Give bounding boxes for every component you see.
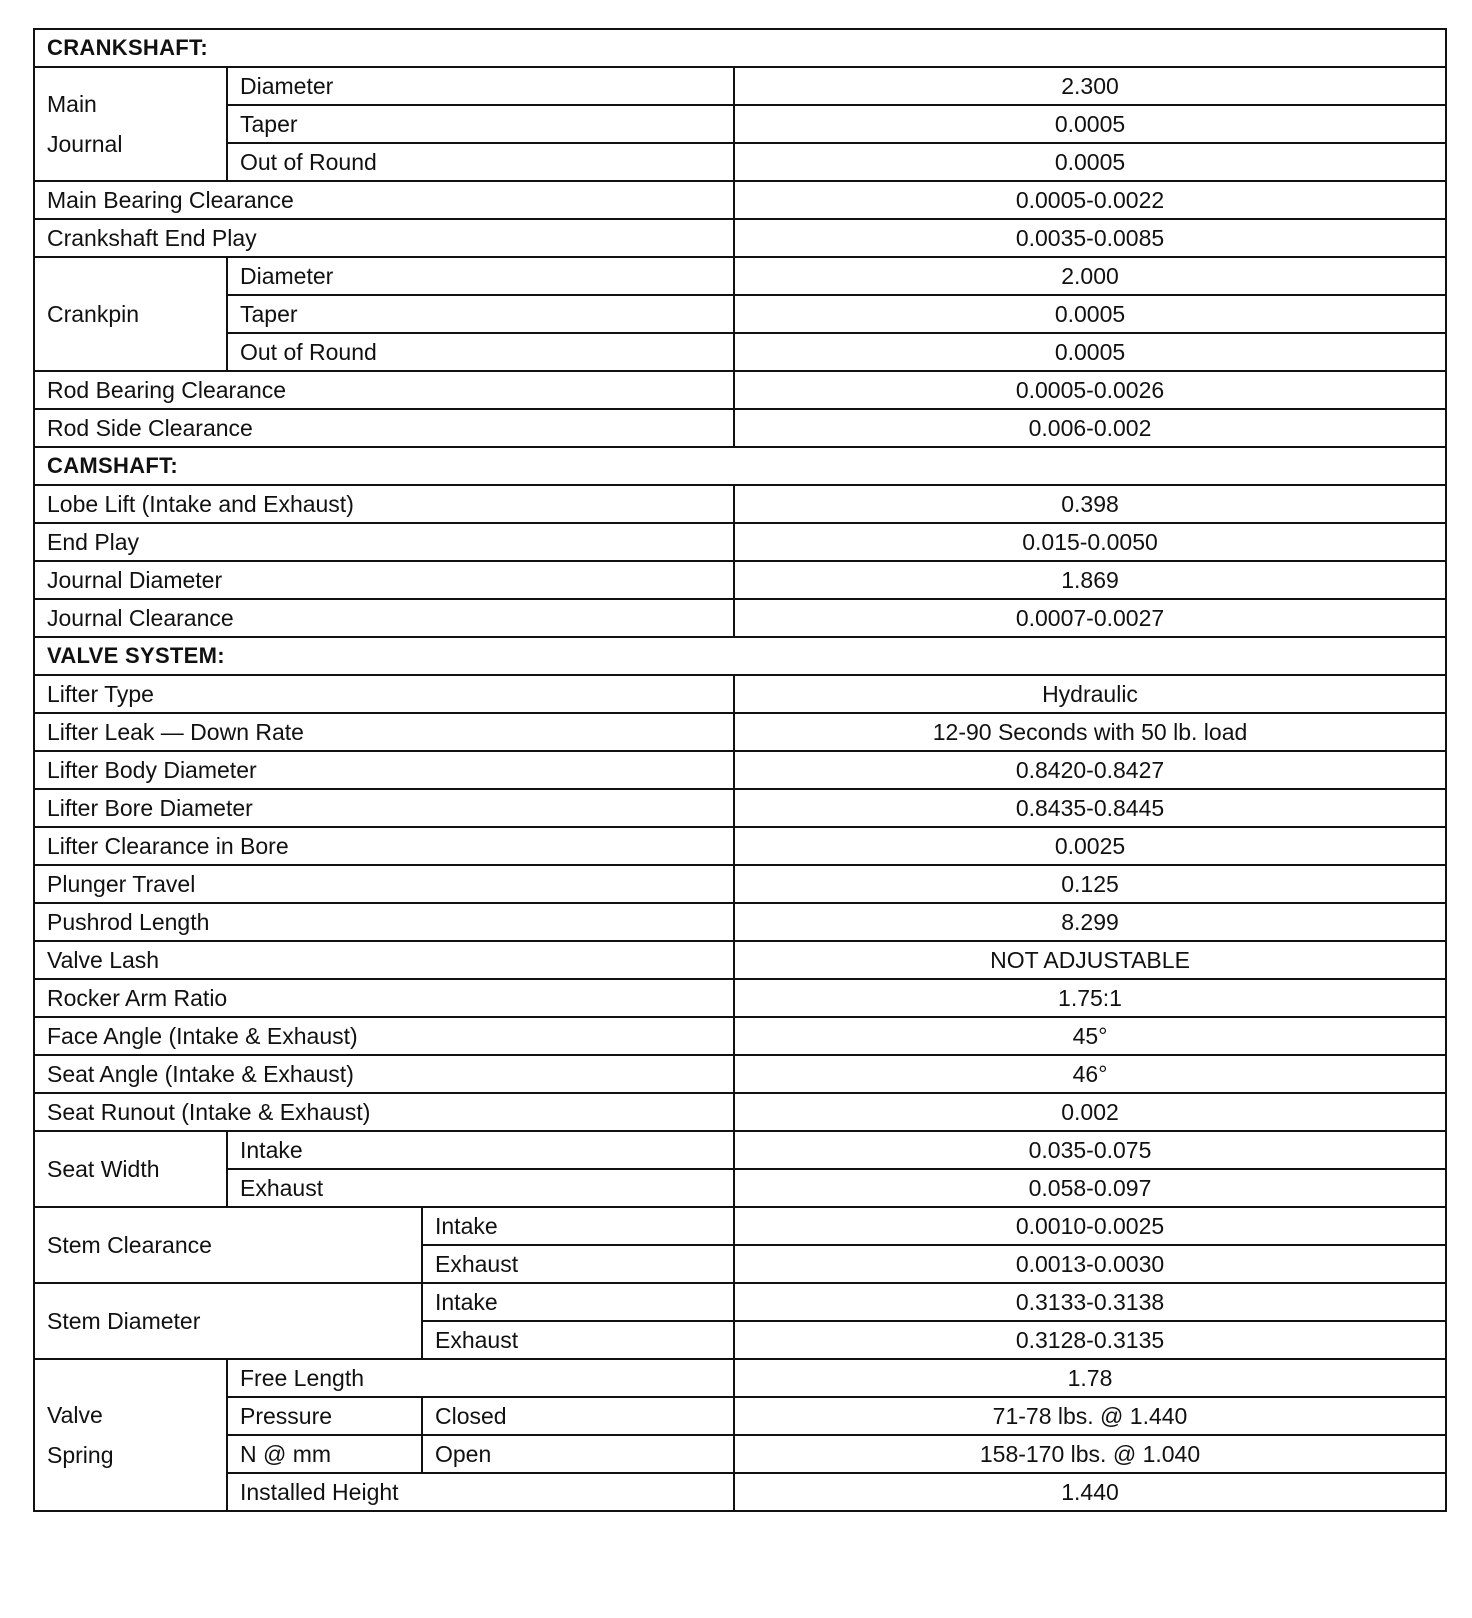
table-row (34, 1283, 1446, 1321)
row-label: Lifter Clearance in Bore (34, 827, 734, 865)
row-label: Lifter Type (34, 675, 734, 713)
table-row (34, 1131, 1446, 1169)
table-row (34, 865, 1446, 903)
row-value: Hydraulic (734, 675, 1446, 713)
row-label: Pushrod Length (34, 903, 734, 941)
section-row-crankshaft (34, 29, 1446, 67)
row-value: 46° (734, 1055, 1446, 1093)
row-label: Valve Lash (34, 941, 734, 979)
table-row (34, 941, 1446, 979)
row-value: 0.8435-0.8445 (734, 789, 1446, 827)
row-label: Journal Clearance (34, 599, 734, 637)
row-value: 1.869 (734, 561, 1446, 599)
row-value: 0.0005-0.0026 (734, 371, 1446, 409)
row-value: 45° (734, 1017, 1446, 1055)
row-label: Lifter Leak — Down Rate (34, 713, 734, 751)
row-value: 0.8420-0.8427 (734, 751, 1446, 789)
row-label: Exhaust (422, 1321, 734, 1359)
row-value: 2.000 (734, 257, 1446, 295)
row-label: Exhaust (422, 1245, 734, 1283)
row-label: End Play (34, 523, 734, 561)
table-row (34, 675, 1446, 713)
table-row (34, 789, 1446, 827)
row-label: Lifter Body Diameter (34, 751, 734, 789)
row-value: 0.015-0.0050 (734, 523, 1446, 561)
row-label: Taper (227, 105, 734, 143)
row-value: NOT ADJUSTABLE (734, 941, 1446, 979)
table-row (34, 713, 1446, 751)
row-label: Free Length (227, 1359, 734, 1397)
row-label: Exhaust (227, 1169, 734, 1207)
row-value: 0.0013-0.0030 (734, 1245, 1446, 1283)
crankpin-label: Crankpin (34, 257, 227, 371)
table-row (34, 1359, 1446, 1397)
table-row (34, 295, 1446, 333)
row-value: 0.3128-0.3135 (734, 1321, 1446, 1359)
row-value: 0.0010-0.0025 (734, 1207, 1446, 1245)
table-row (34, 561, 1446, 599)
table-row (34, 485, 1446, 523)
table-row (34, 1397, 1446, 1435)
row-label: Intake (227, 1131, 734, 1169)
row-value: 0.0005 (734, 105, 1446, 143)
stem-clearance-label: Stem Clearance (34, 1207, 422, 1283)
table-row (34, 371, 1446, 409)
main-journal-label: Main Journal (34, 67, 227, 181)
section-heading-camshaft: CAMSHAFT: (34, 447, 1446, 485)
pressure-label-line1: Pressure (227, 1397, 422, 1435)
row-value: 0.058-0.097 (734, 1169, 1446, 1207)
stem-diameter-label: Stem Diameter (34, 1283, 422, 1359)
row-label: Lifter Bore Diameter (34, 789, 734, 827)
row-label: Installed Height (227, 1473, 734, 1511)
valve-spring-label: Valve Spring (34, 1359, 227, 1511)
row-value: 0.035-0.075 (734, 1131, 1446, 1169)
seat-width-label: Seat Width (34, 1131, 227, 1207)
row-label: Seat Angle (Intake & Exhaust) (34, 1055, 734, 1093)
row-value: 0.0007-0.0027 (734, 599, 1446, 637)
row-label: Journal Diameter (34, 561, 734, 599)
row-value: 12-90 Seconds with 50 lb. load (734, 713, 1446, 751)
row-value: 0.125 (734, 865, 1446, 903)
row-label: Rod Side Clearance (34, 409, 734, 447)
row-value: 71-78 lbs. @ 1.440 (734, 1397, 1446, 1435)
row-value: 0.0005 (734, 333, 1446, 371)
row-label: Lobe Lift (Intake and Exhaust) (34, 485, 734, 523)
section-row-camshaft (34, 447, 1446, 485)
table-row (34, 1055, 1446, 1093)
row-value: 0.0005 (734, 295, 1446, 333)
table-row (34, 827, 1446, 865)
table-row (34, 1435, 1446, 1473)
row-value: 0.3133-0.3138 (734, 1283, 1446, 1321)
row-label: Open (422, 1435, 734, 1473)
row-value: 0.006-0.002 (734, 409, 1446, 447)
table-row (34, 67, 1446, 105)
table-row (34, 1093, 1446, 1131)
table-row (34, 523, 1446, 561)
row-value: 1.78 (734, 1359, 1446, 1397)
row-value: 8.299 (734, 903, 1446, 941)
section-heading-valve-system: VALVE SYSTEM: (34, 637, 1446, 675)
table-row (34, 1473, 1446, 1511)
table-row (34, 979, 1446, 1017)
table-row (34, 409, 1446, 447)
table-row (34, 181, 1446, 219)
table-row (34, 903, 1446, 941)
table-row (34, 257, 1446, 295)
row-value: 0.398 (734, 485, 1446, 523)
row-label: Intake (422, 1207, 734, 1245)
row-label: Taper (227, 295, 734, 333)
table-row (34, 143, 1446, 181)
pressure-label-line2: N @ mm (227, 1435, 422, 1473)
row-label: Rocker Arm Ratio (34, 979, 734, 1017)
table-row (34, 1207, 1446, 1245)
row-label: Diameter (227, 257, 734, 295)
row-label: Rod Bearing Clearance (34, 371, 734, 409)
table-row (34, 333, 1446, 371)
table-row (34, 1017, 1446, 1055)
table-row (34, 599, 1446, 637)
row-label: Out of Round (227, 333, 734, 371)
row-value: 1.440 (734, 1473, 1446, 1511)
section-row-valve-system (34, 637, 1446, 675)
row-value: 0.0005 (734, 143, 1446, 181)
row-value: 1.75:1 (734, 979, 1446, 1017)
engine-spec-table (33, 28, 1447, 1512)
row-value: 2.300 (734, 67, 1446, 105)
row-label: Closed (422, 1397, 734, 1435)
row-value: 0.0035-0.0085 (734, 219, 1446, 257)
table-row (34, 105, 1446, 143)
row-value: 158-170 lbs. @ 1.040 (734, 1435, 1446, 1473)
row-value: 0.0025 (734, 827, 1446, 865)
row-label: Plunger Travel (34, 865, 734, 903)
section-heading-crankshaft: CRANKSHAFT: (34, 29, 1446, 67)
table-row (34, 1169, 1446, 1207)
row-value: 0.002 (734, 1093, 1446, 1131)
row-label: Seat Runout (Intake & Exhaust) (34, 1093, 734, 1131)
row-label: Crankshaft End Play (34, 219, 734, 257)
row-value: 0.0005-0.0022 (734, 181, 1446, 219)
row-label: Intake (422, 1283, 734, 1321)
table-row (34, 751, 1446, 789)
row-label: Face Angle (Intake & Exhaust) (34, 1017, 734, 1055)
row-label: Out of Round (227, 143, 734, 181)
table-row (34, 219, 1446, 257)
row-label: Diameter (227, 67, 734, 105)
row-label: Main Bearing Clearance (34, 181, 734, 219)
